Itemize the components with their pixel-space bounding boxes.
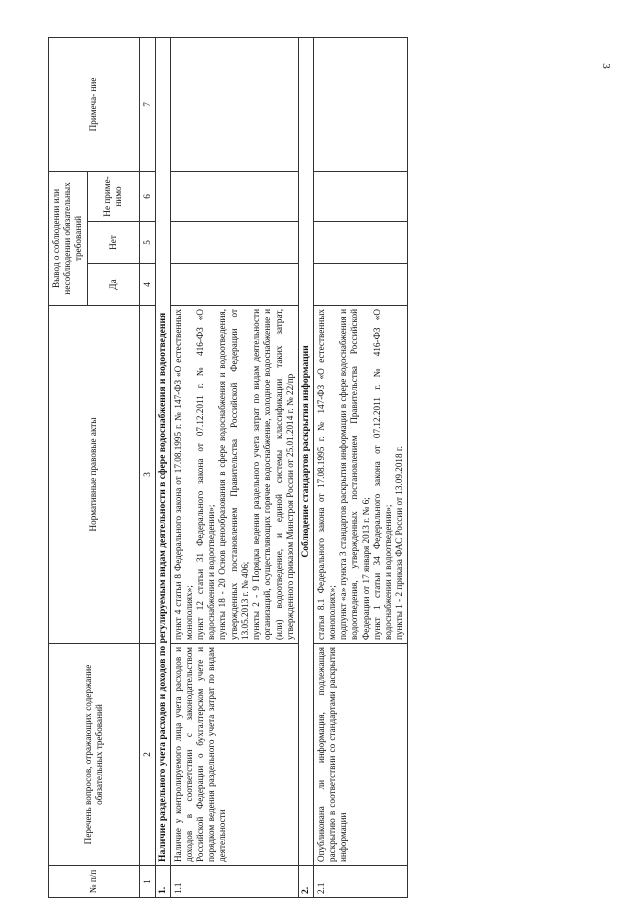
- act-item: пункт 1 статьи 34 Федерального закона от 07.12.2011 г. № 416-ФЗ «О водоснабжении и водоотведении»;: [371, 309, 393, 640]
- section-2-num: 2.: [298, 866, 313, 898]
- colnum-5: 5: [139, 222, 155, 264]
- row-1-1-yes: [170, 264, 298, 306]
- row-1-1-acts: [170, 306, 298, 644]
- section-1-row: [155, 37, 170, 897]
- header-na: Не приме- нимо: [87, 171, 139, 221]
- colnum-2: 2: [139, 644, 155, 866]
- act-item: подпункт «а» пункта 3 стандартов раскрытия информации в сфере водоснабжения и водоотведения, утвержденных постановлением Правительства Российской Федерации от 17 января 2013 г. № 6;: [338, 309, 371, 640]
- act-item: статья 8.1 Федерального закона от 17.08.1995 г. № 147-ФЗ «О естественных монополиях»;: [315, 309, 337, 640]
- row-1-1-question: Наличие у контролируемого лица учета расходов и доходов в соответствии с законодательством Российской Федерации о бухгалтерском учете и порядком ведения раздельного учета затрат по видам деятельности: [170, 644, 298, 866]
- requirements-table: [48, 37, 408, 898]
- colnum-7: 7: [139, 37, 155, 171]
- row-1-1: [170, 37, 298, 897]
- colnum-4: 4: [139, 264, 155, 306]
- row-1-1-num: 1.1: [170, 866, 298, 898]
- header-note: Примеча- ние: [49, 37, 140, 171]
- header-conclusion: Вывод о соблюдении или несоблюдении обязательных требований: [49, 171, 88, 305]
- act-item: пункт 12 статьи 31 Федерального закона от 07.12.2011 г. № 416-ФЗ «О водоснабжении и водоотведении»;: [195, 309, 217, 640]
- row-1-1-na: [170, 171, 298, 221]
- section-2-title: Соблюдение стандартов раскрытия информации: [298, 37, 313, 865]
- colnum-6: 6: [139, 171, 155, 221]
- act-item: пункты 18 - 20 Основ ценообразования в сфере водоснабжения и водоотведения, утвержденных постановлением Правительства Российской Федерации от 13.05.2013 г. № 406;: [217, 309, 250, 640]
- row-1-1-no: [170, 222, 298, 264]
- row-2-1-num: 2.1: [313, 866, 408, 898]
- header-questions: Перечень вопросов, отражающих содержание обязательных требований: [49, 644, 140, 866]
- section-1-title: Наличие раздельного учета расходов и доходов по регулируемым видам деятельности в сфере водоснабжения и водоотведения: [155, 37, 170, 865]
- page-frame: [48, 20, 633, 898]
- row-2-1-na: [313, 171, 408, 221]
- row-2-1-note: [313, 37, 408, 171]
- row-2-1: [313, 37, 408, 897]
- section-2-row: [298, 37, 313, 897]
- row-1-1-note: [170, 37, 298, 171]
- act-item: пункт 4 статьи 8 Федерального закона от 17.08.1995 г. № 147-ФЗ «О естественных монополиях»;: [172, 309, 194, 640]
- act-item: пункты 1 - 2 приказа ФАС России от 13.09.2018 г.: [394, 446, 405, 640]
- row-2-1-no: [313, 222, 408, 264]
- page-number: 3: [599, 63, 612, 69]
- header-row-1: [49, 37, 88, 897]
- header-no: Нет: [87, 222, 139, 264]
- row-2-1-acts: [313, 306, 408, 644]
- rotated-table-container: [48, 20, 633, 898]
- section-1-num: 1.: [155, 866, 170, 898]
- colnum-1: 1: [139, 866, 155, 898]
- row-2-1-yes: [313, 264, 408, 306]
- colnum-3: 3: [139, 306, 155, 644]
- header-acts: Нормативные правовые акты: [49, 306, 140, 644]
- header-yes: Да: [87, 264, 139, 306]
- column-number-row: [139, 37, 155, 897]
- header-num: № п/п: [49, 866, 140, 898]
- row-2-1-question: Опубликована ли информация, подлежащая раскрытию в соответствии со стандартами раскрытия информации: [313, 644, 408, 866]
- act-item: пункты 2 - 9 Порядка ведения раздельного учета затрат по видам деятельности организаций, осуществляющих горячее водоснабжение, холодное водоснабжение и (или) водоотведение, и единой системы классификации таких затрат, утвержденного приказом Минстроя России от 25.01.2014 г. № 22/пр: [251, 309, 295, 640]
